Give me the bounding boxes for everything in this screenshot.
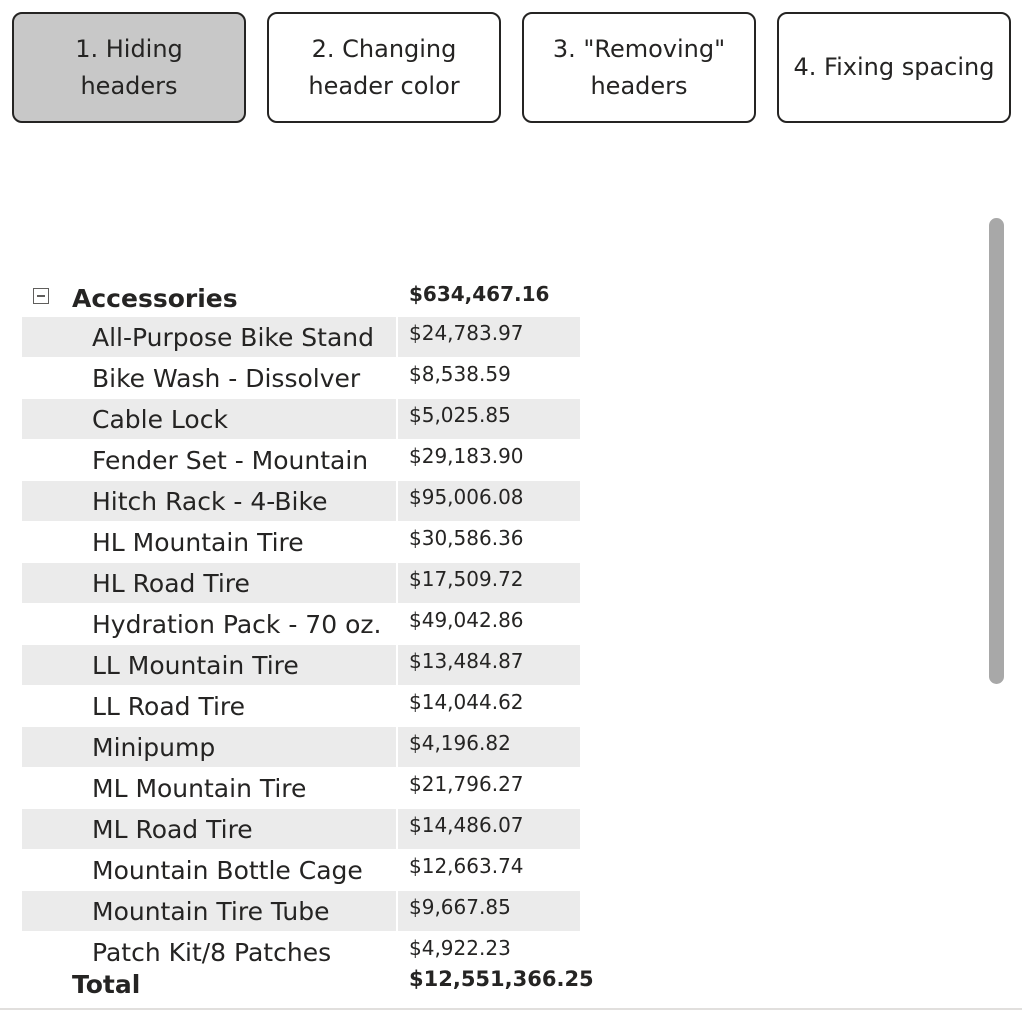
product-value-cell [398,768,580,808]
total-value: $12,551,366.25 [409,967,594,991]
collapse-icon[interactable] [33,288,49,304]
category-value-cell [398,276,580,316]
table-row [22,768,580,809]
product-name-cell [22,645,396,685]
product-value: $21,796.27 [409,772,524,796]
product-name: ML Mountain Tire [92,774,307,803]
product-name: Minipump [92,733,216,762]
product-name-cell [22,768,396,808]
product-name: LL Road Tire [92,692,246,721]
product-name-cell [22,317,396,357]
product-value: $24,783.97 [409,321,524,345]
table-row [22,727,580,768]
table-row [22,604,580,645]
table-row [22,850,580,891]
category-value: $634,467.16 [409,282,550,306]
product-name-cell [22,809,396,849]
tab-fixing-spacing[interactable] [777,12,1011,123]
table-row [22,563,580,604]
product-name-cell [22,850,396,890]
product-value-cell [398,317,580,357]
table-row [22,481,580,522]
product-value-cell [398,809,580,849]
product-name-cell [22,563,396,603]
product-value-cell [398,932,580,964]
table-row [22,317,580,358]
product-value: $95,006.08 [409,485,524,509]
product-name: Mountain Bottle Cage [92,856,363,885]
product-name-cell [22,399,396,439]
product-value: $29,183.90 [409,444,524,468]
product-value-cell [398,522,580,562]
product-value: $4,196.82 [409,731,511,755]
table-row [22,645,580,686]
table-row [22,891,580,932]
product-name: Hydration Pack - 70 oz. [92,610,382,639]
product-name: LL Mountain Tire [92,651,299,680]
product-name: Fender Set - Mountain [92,446,369,475]
product-value-cell [398,440,580,480]
table-row [22,440,580,481]
product-value: $30,586.36 [409,526,524,550]
product-value-cell [398,604,580,644]
tab-label: 1. Hiding headers [75,34,183,100]
product-value: $49,042.86 [409,608,524,632]
total-label: Total [72,970,141,999]
vertical-scrollbar[interactable] [989,218,1004,684]
category-name-cell [22,276,396,316]
tab-label: 4. Fixing spacing [793,53,995,81]
product-name-cell [22,932,396,964]
product-name: HL Mountain Tire [92,528,304,557]
matrix-table [22,276,580,964]
table-row [22,399,580,440]
product-value-cell [398,399,580,439]
tab-removing-headers[interactable] [522,12,756,123]
tab-hiding-headers[interactable] [12,12,246,123]
product-name: Cable Lock [92,405,228,434]
product-value-cell [398,358,580,398]
category-row [22,276,580,317]
product-value-cell [398,727,580,767]
product-name: Bike Wash - Dissolver [92,364,361,393]
product-name-cell [22,481,396,521]
product-value-cell [398,891,580,931]
product-value: $12,663.74 [409,854,524,878]
product-value: $4,922.23 [409,936,511,960]
product-value: $17,509.72 [409,567,524,591]
product-value: $9,667.85 [409,895,511,919]
product-name: Hitch Rack - 4-Bike [92,487,328,516]
product-name: HL Road Tire [92,569,250,598]
table-row [22,932,580,964]
product-name-cell [22,686,396,726]
product-value-cell [398,850,580,890]
tab-label: 2. Changing header color [308,34,460,100]
product-name-cell [22,358,396,398]
product-name: ML Road Tire [92,815,253,844]
category-label: Accessories [72,284,238,313]
table-row [22,522,580,563]
product-rows [22,317,580,964]
product-value-cell [398,563,580,603]
table-row [22,809,580,850]
product-value: $14,044.62 [409,690,524,714]
product-name: All-Purpose Bike Stand [92,323,375,352]
table-row [22,358,580,399]
product-name-cell [22,522,396,562]
table-row [22,686,580,727]
tab-changing-header-color[interactable] [267,12,501,123]
product-name: Mountain Tire Tube [92,897,330,926]
product-value-cell [398,481,580,521]
product-name: Patch Kit/8 Patches [92,938,332,964]
product-value: $13,484.87 [409,649,524,673]
product-name-cell [22,604,396,644]
product-value-cell [398,645,580,685]
product-name-cell [22,440,396,480]
product-value: $5,025.85 [409,403,511,427]
product-value: $8,538.59 [409,362,511,386]
product-name-cell [22,891,396,931]
product-name-cell [22,727,396,767]
tab-label: 3. "Removing" headers [552,34,726,100]
product-value-cell [398,686,580,726]
product-value: $14,486.07 [409,813,524,837]
